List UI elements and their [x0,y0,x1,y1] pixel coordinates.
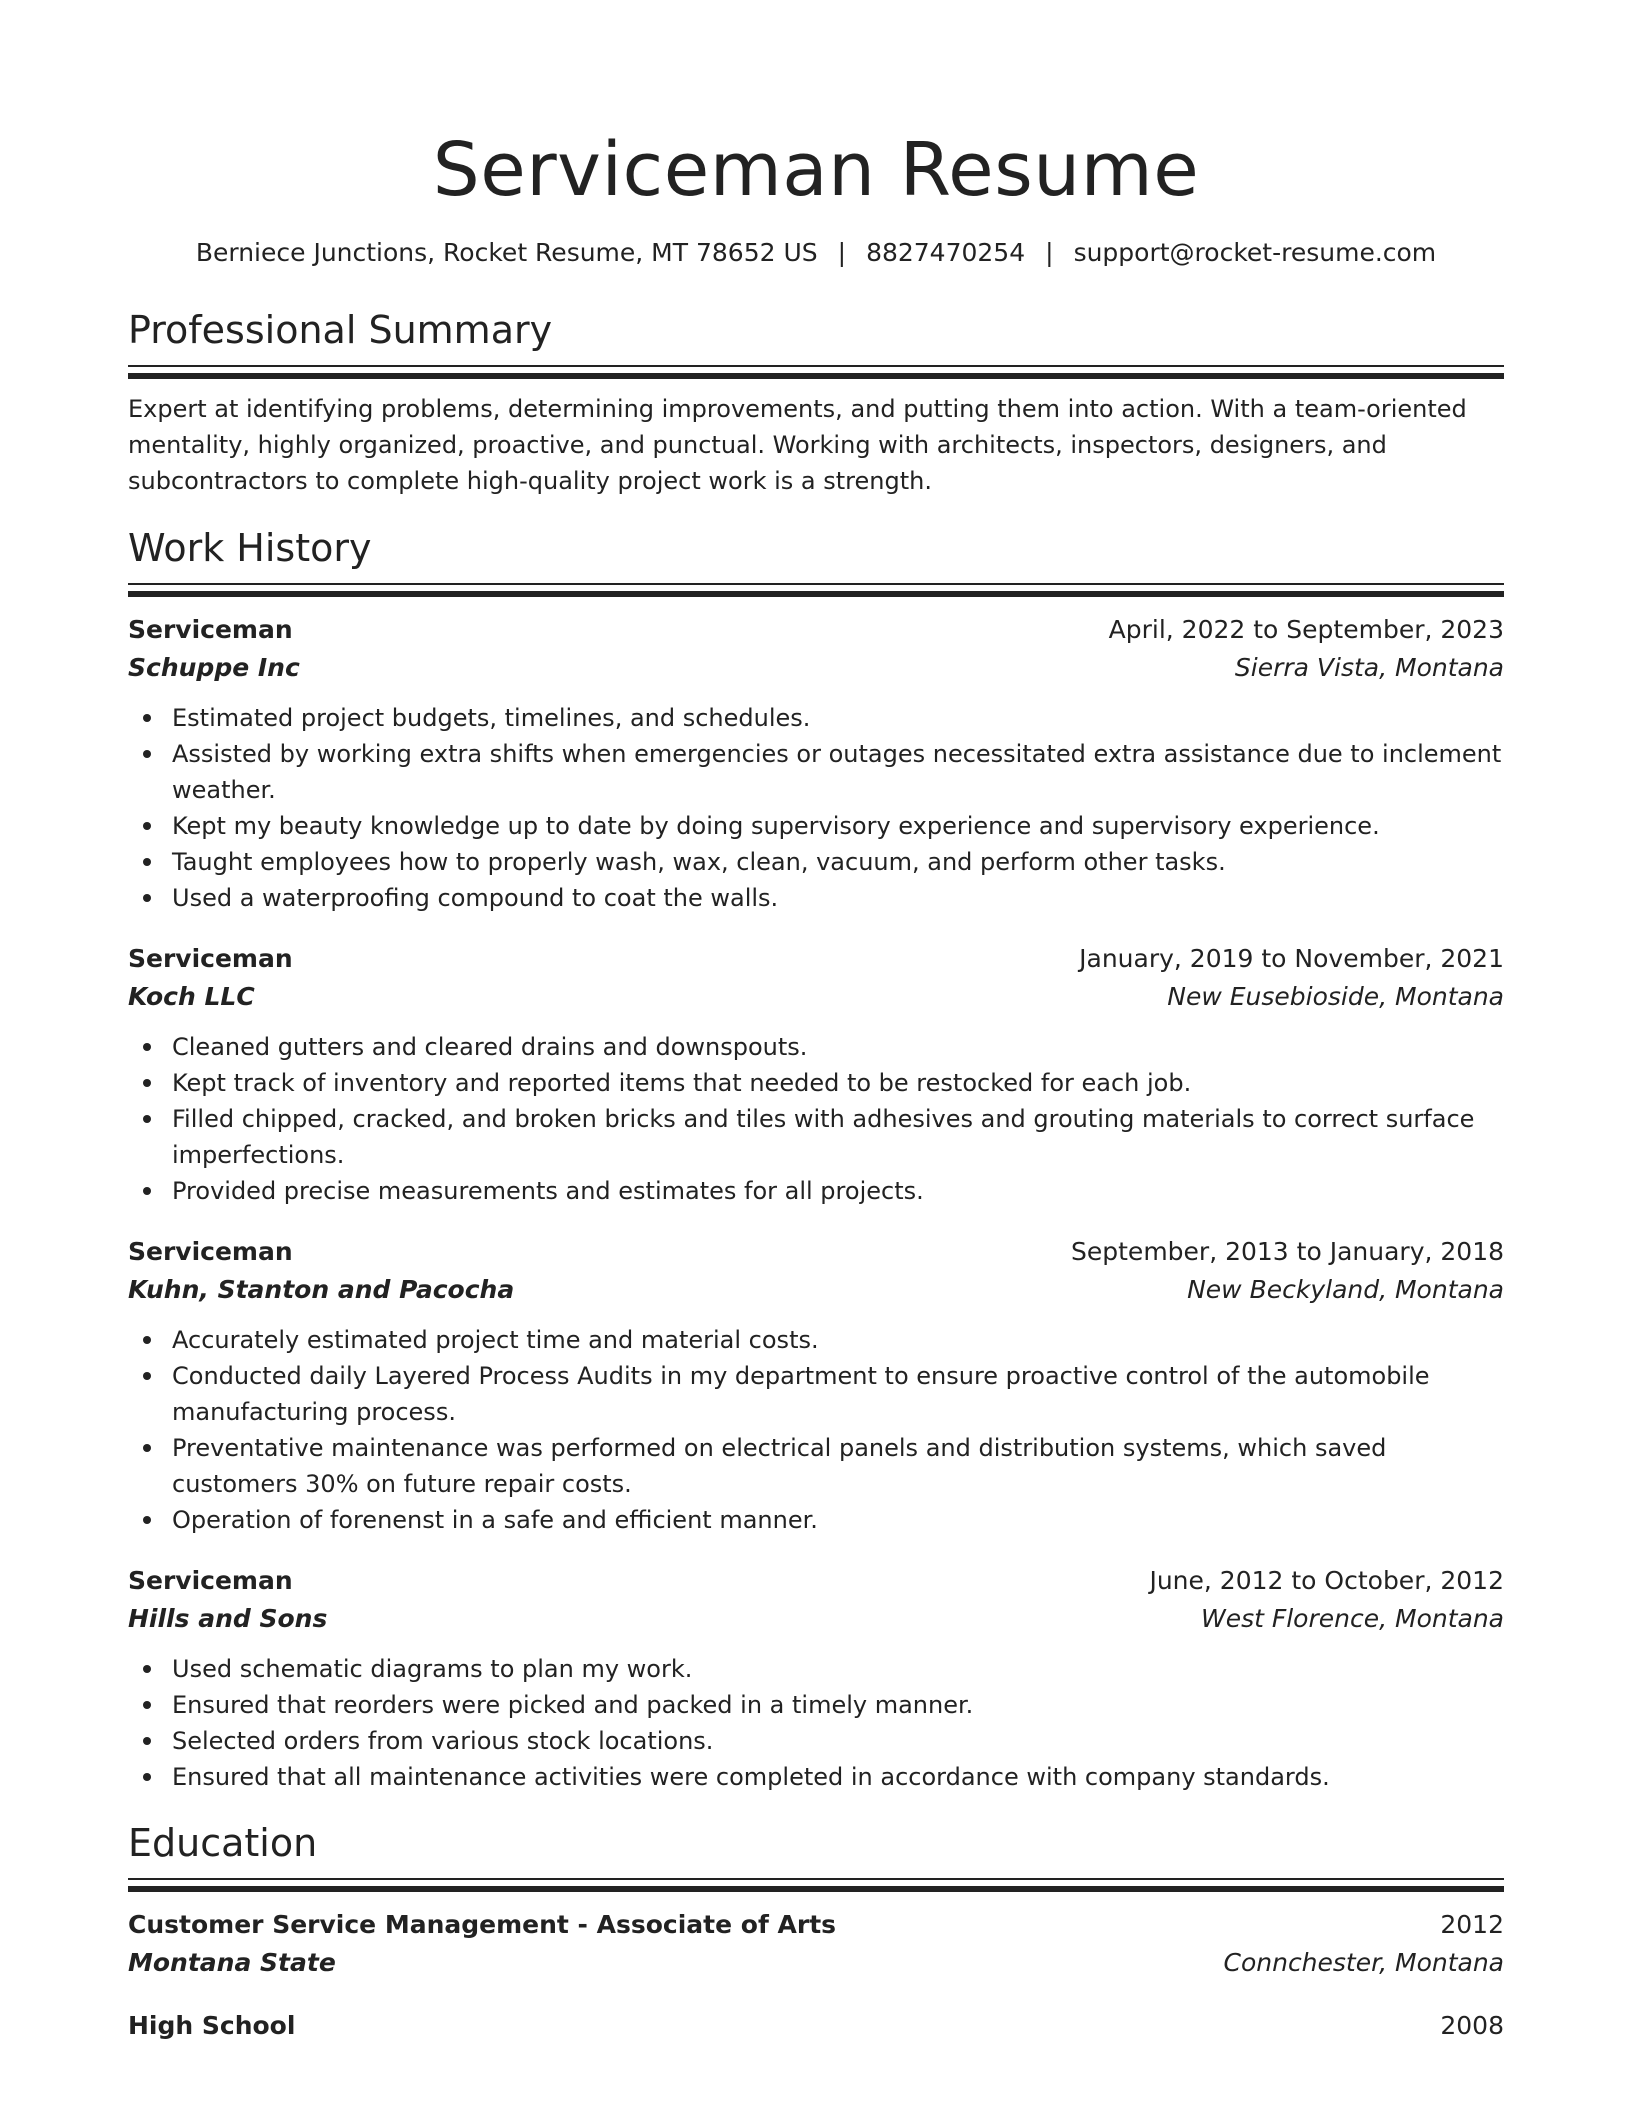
employer-name: Koch LLC [128,982,255,1011]
contact-separator: | [1045,238,1054,267]
list-item: Ensured that reorders were picked and packed in a timely manner. [172,1687,1504,1723]
list-item: Cleaned gutters and cleared drains and downspouts. [172,1029,1504,1065]
section-divider [128,583,1504,585]
degree-name: Customer Service Management - Associate of Arts [128,1910,837,1939]
degree-name: High School [128,2011,296,2040]
professional-summary-section [128,306,1504,499]
list-item: Provided precise measurements and estimates for all projects. [172,1173,1504,1209]
job-title: Serviceman [128,944,293,973]
list-item: Estimated project budgets, timelines, and schedules. [172,700,1504,736]
education-entry [128,2008,1504,2044]
section-heading: Professional Summary [128,308,553,352]
list-item: Used a waterproofing compound to coat the walls. [172,880,1504,916]
job-location: New Beckyland, Montana [1187,1275,1504,1304]
job-dates: September, 2013 to January, 2018 [1071,1237,1504,1266]
contact-address: Berniece Junctions, Rocket Resume, MT 78652 US [195,238,818,267]
job-dates: April, 2022 to September, 2023 [1108,615,1504,644]
work-history-section [128,524,1504,1795]
employer-name: Schuppe Inc [128,653,300,682]
contact-email: support@rocket-resume.com [1073,238,1437,267]
job-entry [128,612,1504,916]
section-divider [128,365,1504,367]
education-entry [128,1907,1504,1983]
job-title: Serviceman [128,1237,293,1266]
job-dates: June, 2012 to October, 2012 [1149,1566,1504,1595]
list-item: Operation of forenenst in a safe and efficient manner. [172,1502,1504,1538]
school-location: Connchester, Montana [1223,1948,1504,1977]
job-duties-list [128,1029,1504,1209]
resume-page [128,0,1504,2044]
list-item: Used schematic diagrams to plan my work. [172,1651,1504,1687]
job-title: Serviceman [128,615,293,644]
list-item: Selected orders from various stock locations. [172,1723,1504,1759]
list-item: Kept track of inventory and reported items that needed to be restocked for each job. [172,1065,1504,1101]
section-divider [128,591,1504,597]
job-duties-list [128,1651,1504,1795]
list-item: Taught employees how to properly wash, wax, clean, vacuum, and perform other tasks. [172,844,1504,880]
job-location: Sierra Vista, Montana [1234,653,1504,682]
graduation-year: 2012 [1440,1910,1504,1939]
resume-title: Serviceman Resume [432,127,1200,213]
employer-name: Hills and Sons [128,1604,328,1633]
job-entry [128,1563,1504,1795]
section-divider [128,1886,1504,1892]
section-heading: Work History [128,526,372,570]
contact-line [128,237,1504,269]
section-divider [128,1878,1504,1880]
section-divider [128,373,1504,379]
graduation-year: 2008 [1440,2011,1504,2040]
job-dates: January, 2019 to November, 2021 [1079,944,1504,973]
section-heading: Education [128,1821,318,1865]
school-name: Montana State [128,1948,336,1977]
summary-text: Expert at identifying problems, determining improvements, and putting them into action. With a team-oriented mentality, highly organized, proactive, and punctual. Working with architects, inspectors, designers, and subcontractors to complete high-quality project work is a strength. [128,395,1467,495]
job-duties-list [128,700,1504,916]
list-item: Filled chipped, cracked, and broken bricks and tiles with adhesives and grouting materials to correct surface imperfections. [172,1101,1504,1173]
job-duties-list [128,1322,1504,1538]
contact-separator: | [837,238,847,267]
list-item: Accurately estimated project time and material costs. [172,1322,1504,1358]
job-location: New Eusebioside, Montana [1167,982,1504,1011]
job-location: West Florence, Montana [1200,1604,1504,1633]
list-item: Ensured that all maintenance activities were completed in accordance with company standards. [172,1759,1504,1795]
job-entry [128,1234,1504,1538]
education-section [128,1819,1504,2044]
list-item: Kept my beauty knowledge up to date by doing supervisory experience and supervisory experience. [172,808,1504,844]
contact-phone: 8827470254 [866,238,1026,267]
list-item: Preventative maintenance was performed on electrical panels and distribution systems, which saved customers 30% on future repair costs. [172,1430,1504,1502]
list-item: Assisted by working extra shifts when emergencies or outages necessitated extra assistance due to inclement weather. [172,736,1504,808]
list-item: Conducted daily Layered Process Audits in my department to ensure proactive control of the automobile manufacturing process. [172,1358,1504,1430]
employer-name: Kuhn, Stanton and Pacocha [128,1275,515,1304]
job-entry [128,941,1504,1209]
job-title: Serviceman [128,1566,293,1595]
